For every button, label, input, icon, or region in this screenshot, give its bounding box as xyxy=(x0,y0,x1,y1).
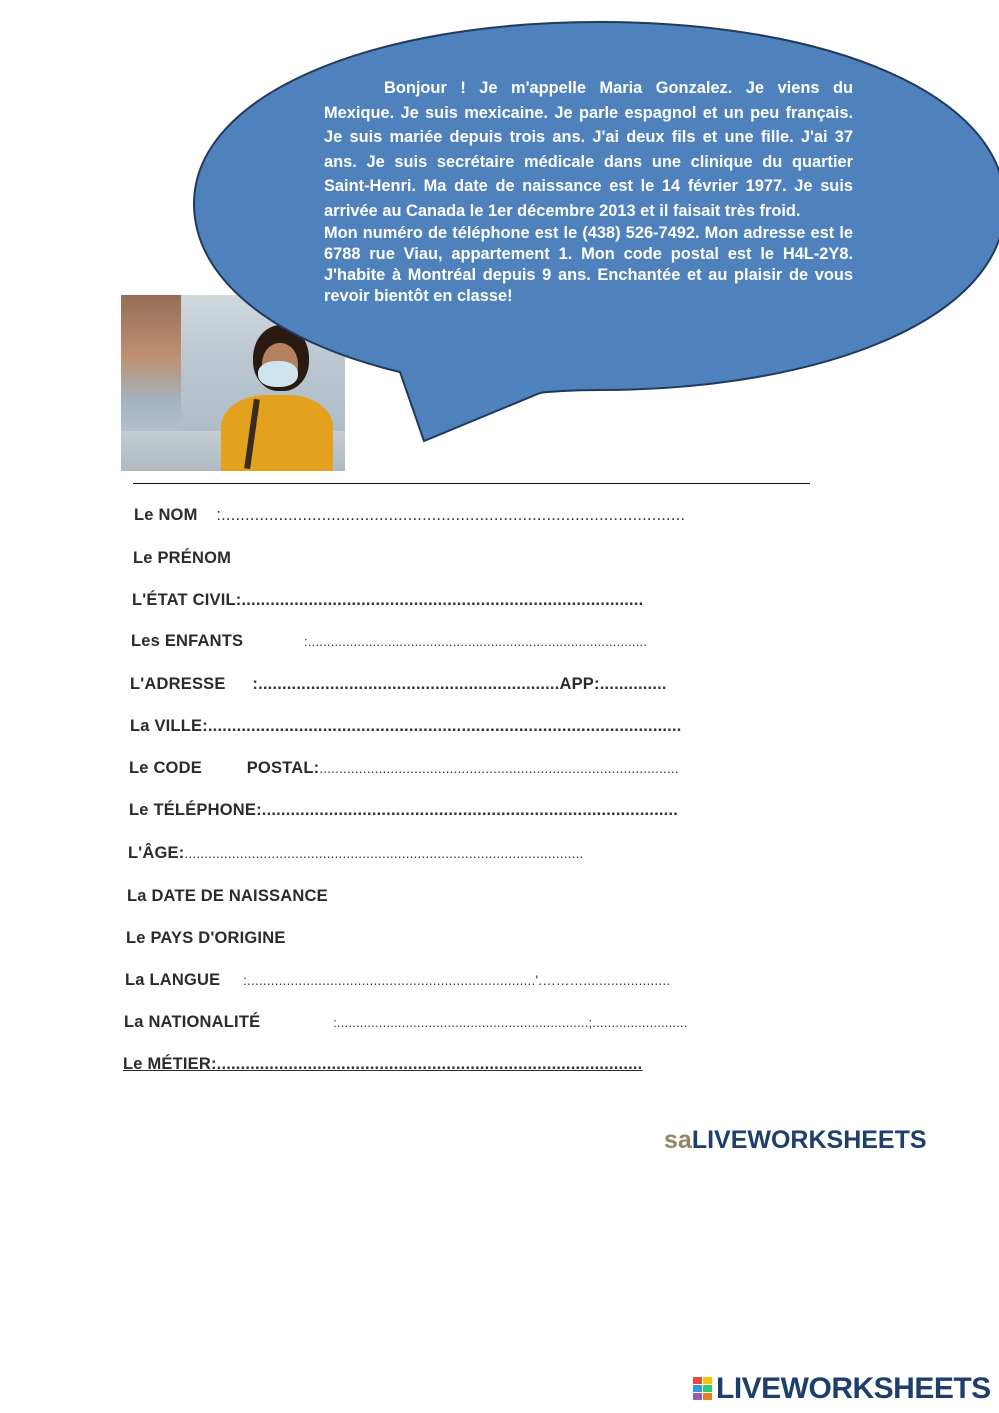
age-input[interactable]: ..................................................................................................... xyxy=(184,846,584,861)
bubble-paragraph-contact: Mon numéro de téléphone est le (438) 526-7492. Mon adresse est le 6788 rue Viau, appartement 1. Mon code postal est le H4L-2Y8. J'habite à Montréal depuis 9 ans. Enchantée et au plaisir de vous revoir bientôt en classe! xyxy=(324,224,853,305)
field-ville xyxy=(130,717,682,736)
enfants-label: Les ENFANTS xyxy=(131,632,244,650)
adresse-label: L'ADRESSE xyxy=(130,675,226,693)
prenom-label: Le PRÉNOM xyxy=(133,549,232,567)
date-naissance-label: La DATE DE NAISSANCE xyxy=(127,887,328,905)
field-age xyxy=(128,844,583,863)
age-label: L'ÂGE: xyxy=(128,844,185,862)
field-telephone xyxy=(129,801,678,820)
telephone-label: Le TÉLÉPHONE: xyxy=(129,801,262,819)
telephone-input[interactable]: ....................................................................................... xyxy=(261,801,679,819)
ville-input[interactable]: ................................................................................................... xyxy=(207,717,682,735)
footer-brand[interactable]: LIVEWORKSHEETS xyxy=(716,1372,991,1405)
langue-input-3[interactable]: ...................... xyxy=(583,973,671,988)
divider-line xyxy=(133,483,810,484)
field-prenom xyxy=(133,549,231,568)
pays-origine-label: Le PAYS D'ORIGINE xyxy=(126,929,286,947)
field-code-postal xyxy=(129,759,679,778)
nom-label: Le NOM xyxy=(134,506,198,524)
field-langue xyxy=(125,971,670,990)
speech-bubble-text xyxy=(324,76,853,307)
code-label: Le CODE xyxy=(129,759,202,777)
field-nationalite xyxy=(124,1013,688,1032)
field-metier xyxy=(123,1055,642,1074)
app-label: APP: xyxy=(559,675,600,693)
postal-label: POSTAL: xyxy=(246,759,320,777)
field-enfants xyxy=(131,632,647,651)
brand-watermark xyxy=(664,1126,927,1155)
metier-label: Le MÉTIER: xyxy=(123,1055,217,1073)
langue-input-2[interactable]: ……… xyxy=(542,973,584,988)
field-date-naissance xyxy=(127,887,328,906)
field-pays-origine xyxy=(126,929,286,948)
langue-input-1[interactable]: :.........................................................................'. xyxy=(243,973,543,988)
code-postal-input[interactable]: ........................................................................................... xyxy=(319,761,679,776)
brand-prefix: sa xyxy=(664,1126,692,1154)
ville-label: La VILLE: xyxy=(130,717,208,735)
app-input[interactable]: .............. xyxy=(599,675,667,693)
bubble-paragraph-intro: Bonjour ! Je m'appelle Maria Gonzalez. Je viens du Mexique. Je suis mexicaine. Je parle espagnol et un peu français. Je suis mariée depuis trois ans. J'ai deux fils et une fille. J'ai 37 ans. Je suis secrétaire médicale dans une clinique du quartier Saint-Henri. Ma date de naissance est le 14 février 1977. Je suis arrivée au Canada le 1er décembre 2013 et il faisait très froid. xyxy=(324,79,853,220)
langue-label: La LANGUE xyxy=(125,971,221,989)
etat-civil-label: L'ÉTAT CIVIL: xyxy=(132,591,242,609)
nom-input[interactable]: :................................................................................................. xyxy=(216,506,686,524)
field-nom xyxy=(134,506,685,525)
nationalite-label: La NATIONALITÉ xyxy=(124,1013,261,1031)
adresse-input[interactable]: :............................................................... xyxy=(252,675,560,693)
brand-name: LIVEWORKSHEETS xyxy=(691,1126,927,1154)
enfants-input[interactable]: :......................................................................................... xyxy=(304,634,648,649)
field-adresse xyxy=(130,675,667,694)
field-etat-civil xyxy=(132,591,643,610)
nationalite-input[interactable]: :..................................................................;......................... xyxy=(333,1015,688,1030)
etat-civil-input[interactable]: .................................................................................... xyxy=(241,591,644,609)
metier-input[interactable]: ......................................................................................... xyxy=(216,1055,643,1073)
liveworksheets-logo-icon xyxy=(693,1377,713,1401)
